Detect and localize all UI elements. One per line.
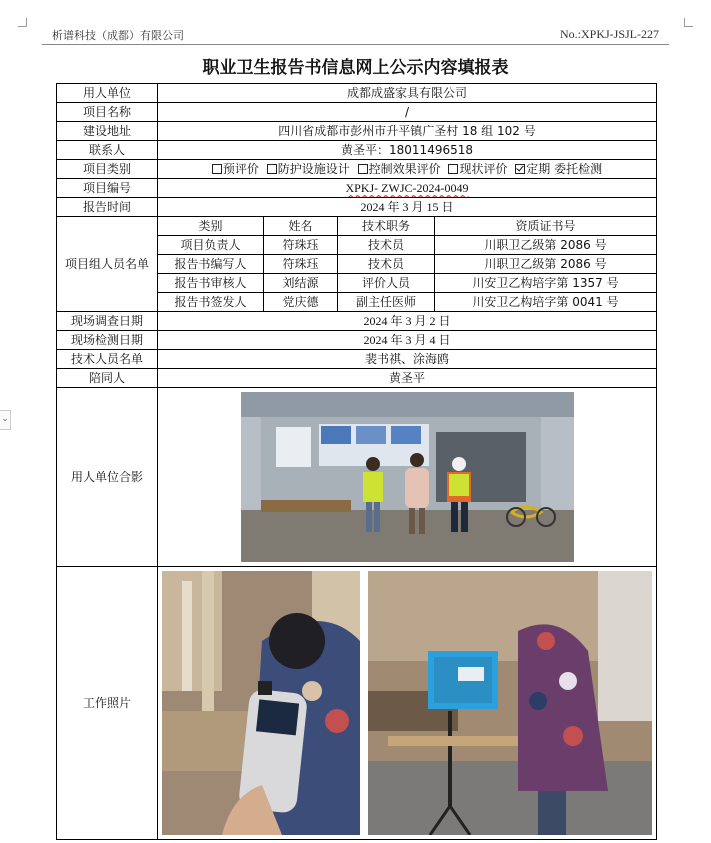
checkbox-icon[interactable] xyxy=(267,164,277,174)
member-role: 报告书审核人 xyxy=(158,274,264,293)
row-project-no xyxy=(57,179,657,198)
row-project-name xyxy=(57,103,657,122)
row-test-date xyxy=(57,331,657,350)
survey-date-label: 现场调查日期 xyxy=(57,312,158,331)
tech-staff-label: 技术人员名单 xyxy=(57,350,158,369)
tech-staff-value: 裴书祺、涂海鸥 xyxy=(158,350,657,369)
header-company: 析谱科技（成都）有限公司 xyxy=(52,29,184,42)
member-cert: 川安卫乙构培字第 1357 号 xyxy=(435,274,657,293)
member-cert: 川职卫乙级第 2086 号 xyxy=(435,236,657,255)
member-name: 符珠珏 xyxy=(264,255,338,274)
team-header-cert: 资质证书号 xyxy=(435,217,657,236)
category-option-periodic: 定期 委托检测 xyxy=(515,162,602,176)
project-name-value: / xyxy=(158,103,657,122)
address-value: 四川省成都市彭州市升平镇广圣村 18 组 102 号 xyxy=(158,122,657,141)
info-form-table xyxy=(56,83,657,840)
companion-value: 黄圣平 xyxy=(158,369,657,388)
checkbox-checked-icon[interactable] xyxy=(515,164,525,174)
member-name: 符珠珏 xyxy=(264,236,338,255)
member-title: 技术员 xyxy=(338,255,435,274)
row-survey-date xyxy=(57,312,657,331)
group-photo-image xyxy=(241,392,574,562)
row-address xyxy=(57,122,657,141)
row-group-photo xyxy=(57,388,657,567)
member-cert: 川职卫乙级第 2086 号 xyxy=(435,255,657,274)
contact-label: 联系人 xyxy=(57,141,158,160)
member-role: 项目负责人 xyxy=(158,236,264,255)
category-options xyxy=(158,160,657,179)
team-header-name: 姓名 xyxy=(264,217,338,236)
employer-value: 成都成盛家具有限公司 xyxy=(158,84,657,103)
row-category xyxy=(57,160,657,179)
member-name: 刘结源 xyxy=(264,274,338,293)
category-option-status: 现状评价 xyxy=(448,162,507,176)
group-photo-label: 用人单位合影 xyxy=(57,388,158,567)
member-title: 副主任医师 xyxy=(338,293,435,312)
group-photo-cell xyxy=(158,388,657,567)
page-title: 职业卫生报告书信息网上公示内容填报表 xyxy=(202,58,509,78)
checkbox-icon[interactable] xyxy=(448,164,458,174)
test-date-label: 现场检测日期 xyxy=(57,331,158,350)
report-time-value: 2024 年 3 月 15 日 xyxy=(158,198,657,217)
member-title: 评价人员 xyxy=(338,274,435,293)
work-photos-label: 工作照片 xyxy=(57,567,158,840)
category-label: 项目类别 xyxy=(57,160,158,179)
team-header-category: 类别 xyxy=(158,217,264,236)
survey-date-value: 2024 年 3 月 2 日 xyxy=(158,312,657,331)
employer-label: 用人单位 xyxy=(57,84,158,103)
team-header-row xyxy=(57,217,657,236)
member-title: 技术员 xyxy=(338,236,435,255)
test-date-value: 2024 年 3 月 4 日 xyxy=(158,331,657,350)
member-role: 报告书编写人 xyxy=(158,255,264,274)
report-time-label: 报告时间 xyxy=(57,198,158,217)
category-option-control: 控制效果评价 xyxy=(358,162,441,176)
project-no-value: XPKJ- ZWJC-2024-0049 xyxy=(158,179,657,198)
category-option-design: 防护设施设计 xyxy=(267,162,350,176)
side-expand-chevron-icon[interactable]: ⌄ xyxy=(0,410,11,430)
project-name-label: 项目名称 xyxy=(57,103,158,122)
header-doc-number: No.:XPKJ-JSJL-227 xyxy=(559,27,659,41)
work-photo-sampler xyxy=(368,571,652,835)
member-role: 报告书签发人 xyxy=(158,293,264,312)
work-photo-sound-meter xyxy=(162,571,360,835)
contact-value: 黄圣平：18011496518 xyxy=(158,141,657,160)
checkbox-icon[interactable] xyxy=(212,164,222,174)
work-photos-cell xyxy=(158,567,657,840)
margin-corner-tl xyxy=(18,18,27,27)
header-divider xyxy=(42,44,669,45)
row-work-photos xyxy=(57,567,657,840)
row-companion xyxy=(57,369,657,388)
team-header-title: 技术职务 xyxy=(338,217,435,236)
row-report-time xyxy=(57,198,657,217)
companion-label: 陪同人 xyxy=(57,369,158,388)
row-employer xyxy=(57,84,657,103)
category-option-pre-eval: 预评价 xyxy=(212,162,259,176)
member-name: 党庆德 xyxy=(264,293,338,312)
margin-corner-tr xyxy=(684,18,693,27)
checkbox-icon[interactable] xyxy=(358,164,368,174)
team-label: 项目组人员名单 xyxy=(57,217,158,312)
row-tech-staff xyxy=(57,350,657,369)
member-cert: 川安卫乙构培字第 0041 号 xyxy=(435,293,657,312)
project-no-label: 项目编号 xyxy=(57,179,158,198)
address-label: 建设地址 xyxy=(57,122,158,141)
row-contact xyxy=(57,141,657,160)
